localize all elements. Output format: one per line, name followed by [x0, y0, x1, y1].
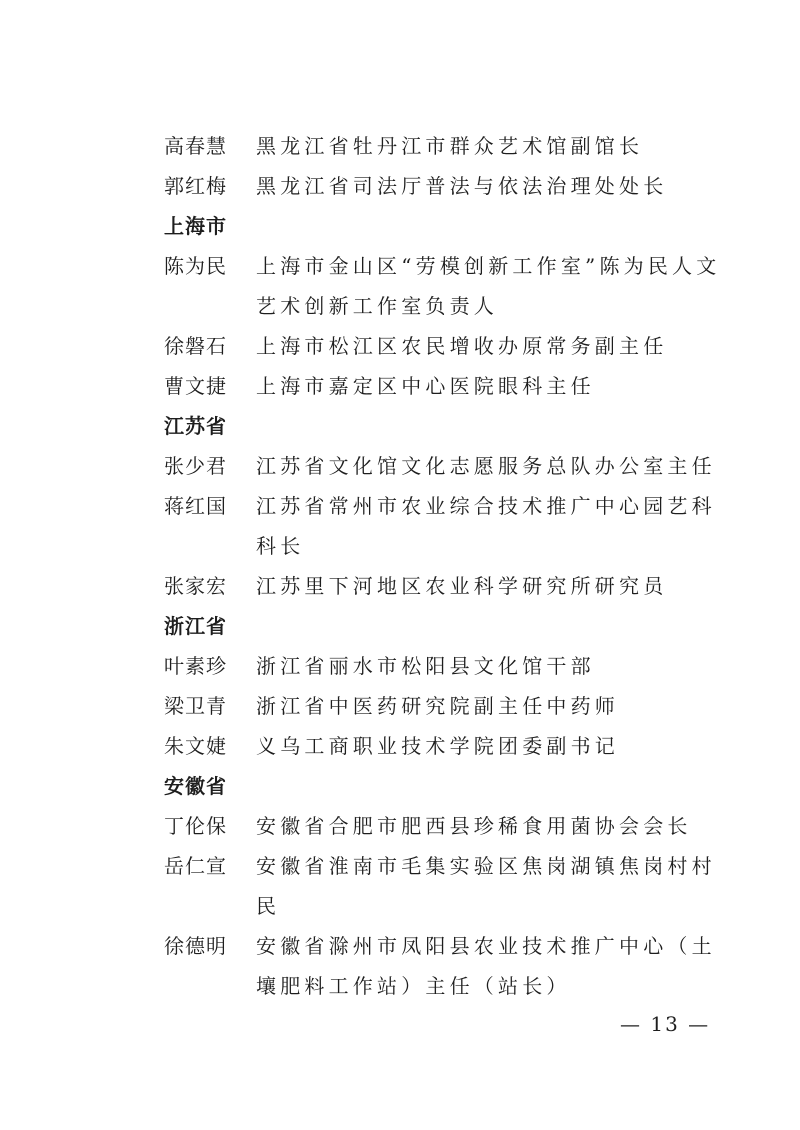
person-name: 叶素珍 [164, 654, 227, 678]
person-title: 江苏省常州市农业综合技术推广中心园艺科科长 [256, 494, 716, 558]
list-item [164, 806, 734, 846]
list-item [164, 566, 734, 606]
person-title: 浙江省丽水市松阳县文化馆干部 [256, 654, 595, 678]
list-item [164, 646, 734, 686]
person-title: 黑龙江省司法厅普法与依法治理处处长 [256, 174, 668, 198]
person-name: 蒋红国 [164, 494, 227, 518]
region-heading: 浙江省 [164, 614, 227, 638]
person-name: 岳仁宣 [164, 854, 227, 878]
award-list [164, 126, 734, 1006]
region-heading: 江苏省 [164, 414, 227, 438]
list-item [164, 126, 734, 166]
person-name: 徐德明 [164, 934, 227, 958]
list-item [164, 326, 734, 366]
person-name: 郭红梅 [164, 174, 227, 198]
person-title: 上海市松江区农民增收办原常务副主任 [256, 334, 668, 358]
region-heading: 安徽省 [164, 774, 227, 798]
person-title: 安徽省合肥市肥西县珍稀食用菌协会会长 [256, 814, 692, 838]
list-item [164, 686, 734, 726]
person-name: 曹文捷 [164, 374, 227, 398]
person-title: 浙江省中医药研究院副主任中药师 [256, 694, 619, 718]
person-name: 张少君 [164, 454, 227, 478]
person-name: 丁伦保 [164, 814, 227, 838]
list-item [164, 486, 734, 566]
list-item [164, 726, 734, 766]
person-title: 安徽省淮南市毛集实验区焦岗湖镇焦岗村村民 [256, 854, 716, 918]
person-name: 高春慧 [164, 134, 227, 158]
person-name: 张家宏 [164, 574, 227, 598]
list-item [164, 246, 734, 326]
person-title: 上海市金山区“劳模创新工作室”陈为民人文艺术创新工作室负责人 [256, 254, 721, 318]
list-item [164, 166, 734, 206]
person-title: 江苏省文化馆文化志愿服务总队办公室主任 [256, 454, 716, 478]
person-name: 徐磐石 [164, 334, 227, 358]
list-item [164, 366, 734, 406]
person-title: 义乌工商职业技术学院团委副书记 [256, 734, 619, 758]
page-number: — 13 — [620, 1012, 711, 1036]
list-item [164, 446, 734, 486]
person-title: 安徽省滁州市凤阳县农业技术推广中心（土壤肥料工作站）主任（站长） [256, 934, 716, 998]
list-item [164, 846, 734, 926]
person-title: 黑龙江省牡丹江市群众艺术馆副馆长 [256, 134, 644, 158]
person-title: 上海市嘉定区中心医院眼科主任 [256, 374, 595, 398]
person-name: 朱文婕 [164, 734, 227, 758]
list-item [164, 926, 734, 1006]
person-title: 江苏里下河地区农业科学研究所研究员 [256, 574, 668, 598]
person-name: 陈为民 [164, 254, 227, 278]
person-name: 梁卫青 [164, 694, 227, 718]
region-heading: 上海市 [164, 214, 227, 238]
